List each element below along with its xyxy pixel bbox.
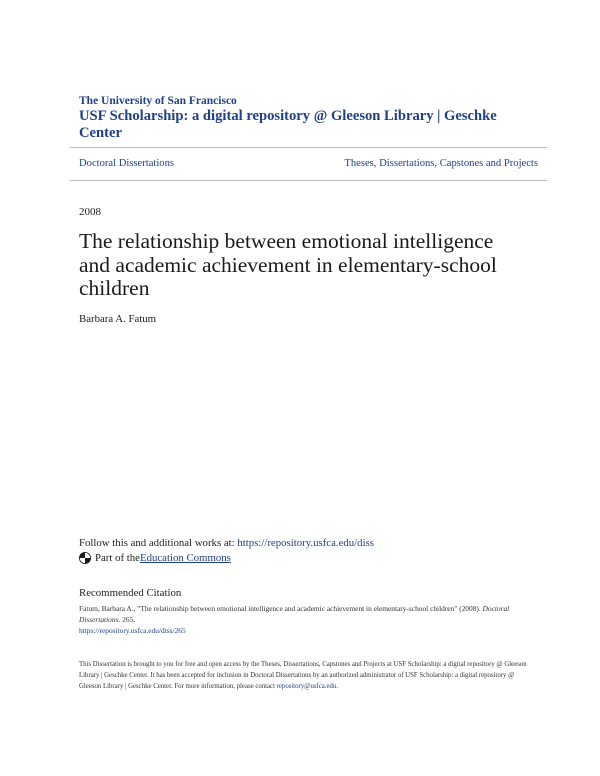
follow-label: Follow this and additional works at: (79, 537, 238, 549)
contact-email-link[interactable]: repository@usfca.edu (276, 683, 337, 690)
repository-link[interactable]: https://repository.usfca.edu/diss (237, 537, 374, 549)
breadcrumb-doctoral-dissertations[interactable]: Doctoral Dissertations (79, 158, 175, 169)
citation-number: . 265. (118, 615, 136, 624)
bepress-logo-icon (79, 552, 91, 564)
follow-line (79, 537, 374, 549)
citation-text: Fatum, Barbara A., "The relationship between emotional intelligence and academic achievement in elementary-school children" (2008). (79, 604, 483, 613)
part-of-prefix: Part of the (95, 552, 140, 564)
notice-end: . (336, 683, 339, 690)
notice-text: This Dissertation is brought to you for free and open access by the Theses, Dissertations, Capstones and Projects at USF Scholarship: a digital repository @ Gleeson Library | Geschke Center. It has been accepted for inclusion in Doctoral Dissertations by an authorized administrator of USF Scholarship: a digital repository @ Gleeson Library | Geschke Center. For more information, please contact (79, 661, 527, 690)
repository-title[interactable]: USF Scholarship: a digital repository @ Gleeson Library | Geschke Center (79, 108, 497, 141)
publication-year: 2008 (79, 206, 101, 218)
recommended-citation-heading: Recommended Citation (79, 587, 182, 599)
part-of-line (79, 552, 231, 564)
institution-name: The University of San Francisco (79, 95, 237, 107)
citation-series: Doctoral Dissertations (79, 604, 510, 624)
document-title: The relationship between emotional intelligence and academic achievement in elementary-school children (79, 229, 497, 300)
author-name: Barbara A. Fatum (79, 313, 157, 325)
citation-block (79, 603, 539, 636)
education-commons-link[interactable]: Education Commons (139, 552, 231, 564)
access-notice (79, 659, 534, 692)
header-divider-top (70, 147, 547, 148)
citation-url-link[interactable]: https://repository.usfca.edu/diss/265 (79, 626, 186, 635)
breadcrumb-theses-dissertations[interactable]: Theses, Dissertations, Capstones and Projects (344, 158, 538, 169)
header-divider-bottom (70, 180, 547, 181)
